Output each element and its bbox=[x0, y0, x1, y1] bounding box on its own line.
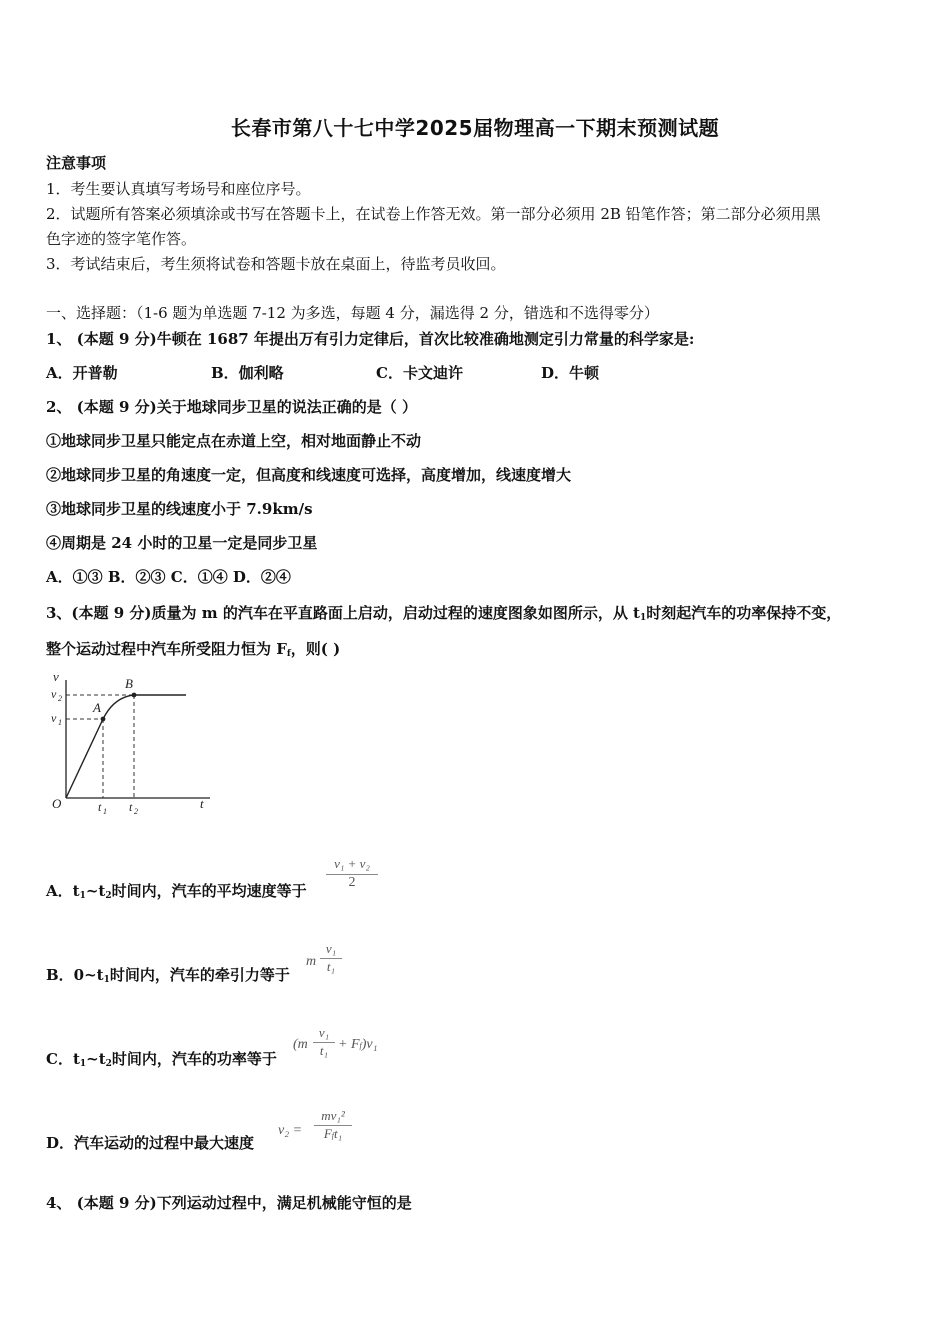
formula-c-force: + Ff)v₁ bbox=[338, 1037, 378, 1052]
label-v1: v bbox=[51, 711, 57, 725]
formula-c-numerator: v₁ bbox=[318, 1025, 330, 1040]
line-o-a bbox=[66, 719, 103, 798]
q3-stem-line1: 3、(本题 9 分)质量为 m 的汽车在平直路面上启动，启动过程的速度图象如图所示，从 $t_1$时刻起汽车的功率保持不变， bbox=[46, 604, 842, 623]
q3-option-d[interactable]: D．汽车运动的过程中最大速度 bbox=[46, 1134, 255, 1152]
label-t1: t bbox=[98, 800, 102, 814]
notice-item-2: 2．试题所有答案必须填涂或书写在答题卡上，在试卷上作答无效。第一部分必须用 2B 铅笔作答；第二部分必须用黑 bbox=[46, 205, 821, 223]
q3-option-a[interactable]: A．$t_1\sim t_2$时间内，汽车的平均速度等于 bbox=[46, 882, 307, 901]
q1-option-c[interactable]: C．卡文迪许 bbox=[376, 364, 463, 382]
q1-option-d[interactable]: D．牛顿 bbox=[541, 364, 600, 382]
curve-a-b bbox=[103, 695, 134, 719]
point-b bbox=[132, 693, 137, 698]
formula-a-numerator: v₁ + v₂ bbox=[334, 856, 370, 871]
notice-item-1: 1．考生要认真填写考场号和座位序号。 bbox=[46, 180, 311, 198]
q3-option-b[interactable]: B．$0\sim t_1$时间内，汽车的牵引力等于 bbox=[46, 966, 290, 985]
formula-b-coef: m bbox=[306, 954, 317, 969]
formula-c-denominator: t₁ bbox=[319, 1043, 329, 1058]
q2-statement-1: ①地球同步卫星只能定点在赤道上空，相对地面静止不动 bbox=[46, 432, 422, 450]
notice-item-2-cont: 色字迹的签字笔作答。 bbox=[46, 230, 197, 248]
formula-c-open: (m bbox=[293, 1037, 308, 1052]
velocity-time-graph bbox=[48, 668, 223, 818]
q1-options bbox=[46, 362, 599, 383]
label-t1-sub: 1 bbox=[103, 807, 107, 816]
q1-option-a[interactable]: A．开普勒 bbox=[46, 364, 118, 382]
label-t2: t bbox=[129, 800, 133, 814]
page-title: 长春市第八十七中学2025届物理高一下期末预测试题 bbox=[230, 116, 720, 140]
q2-stem: 2、 (本题 9 分)关于地球同步卫星的说法正确的是（ ） bbox=[46, 398, 417, 416]
formula-a-denominator: 2 bbox=[348, 875, 356, 890]
label-t-axis: t bbox=[200, 796, 204, 811]
q2-statement-3: ③地球同步卫星的线速度小于 7.9km/s bbox=[46, 500, 313, 518]
formula-d-numerator: mv₁² bbox=[321, 1108, 345, 1123]
q2-options[interactable]: A．①③ B．②③ C．①④ D．②④ bbox=[46, 568, 291, 586]
label-a: A bbox=[93, 700, 101, 715]
q2-statement-4: ④周期是 24 小时的卫星一定是同步卫星 bbox=[46, 534, 318, 552]
q3-stem-line2: 整个运动过程中汽车所受阻力恒为 $F_f$，则( ) bbox=[46, 640, 341, 659]
notice-item-3: 3．考试结束后，考生须将试卷和答题卡放在桌面上，待监考员收回。 bbox=[46, 255, 506, 273]
label-t2-sub: 2 bbox=[134, 807, 138, 816]
point-a bbox=[101, 717, 106, 722]
q4-stem: 4、 (本题 9 分)下列运动过程中，满足机械能守恒的是 bbox=[46, 1194, 412, 1212]
section-heading: 一、选择题：（1-6 题为单选题 7-12 为多选，每题 4 分，漏选得 2 分，错选和不选得零分） bbox=[46, 304, 659, 322]
label-b: B bbox=[125, 676, 133, 691]
q1-stem: 1、 (本题 9 分)牛顿在 1687 年提出万有引力定律后，首次比较准确地测定引力常量的科学家是: bbox=[46, 330, 695, 348]
formula-b-denominator: t₁ bbox=[326, 959, 336, 974]
label-v2: v bbox=[51, 687, 57, 701]
formula-c-fraction bbox=[313, 1025, 335, 1059]
q1-option-b[interactable]: B．伽利略 bbox=[211, 364, 284, 382]
label-v1-sub: 1 bbox=[58, 718, 62, 727]
formula-a bbox=[326, 856, 378, 891]
formula-b bbox=[320, 941, 342, 975]
formula-d-lhs: v₂ = bbox=[278, 1123, 303, 1138]
label-origin: O bbox=[52, 796, 62, 811]
label-v-axis: v bbox=[53, 669, 59, 684]
formula-d-fraction bbox=[314, 1108, 352, 1142]
formula-b-numerator: v₁ bbox=[325, 941, 337, 956]
formula-d-denominator: Fft₁ bbox=[323, 1126, 343, 1141]
q3-option-c[interactable]: C．$t_1\sim t_2$时间内，汽车的功率等于 bbox=[46, 1050, 277, 1069]
notice-heading: 注意事项 bbox=[46, 154, 107, 172]
q2-statement-2: ②地球同步卫星的角速度一定，但高度和线速度可选择，高度增加，线速度增大 bbox=[46, 466, 572, 484]
label-v2-sub: 2 bbox=[58, 694, 62, 703]
